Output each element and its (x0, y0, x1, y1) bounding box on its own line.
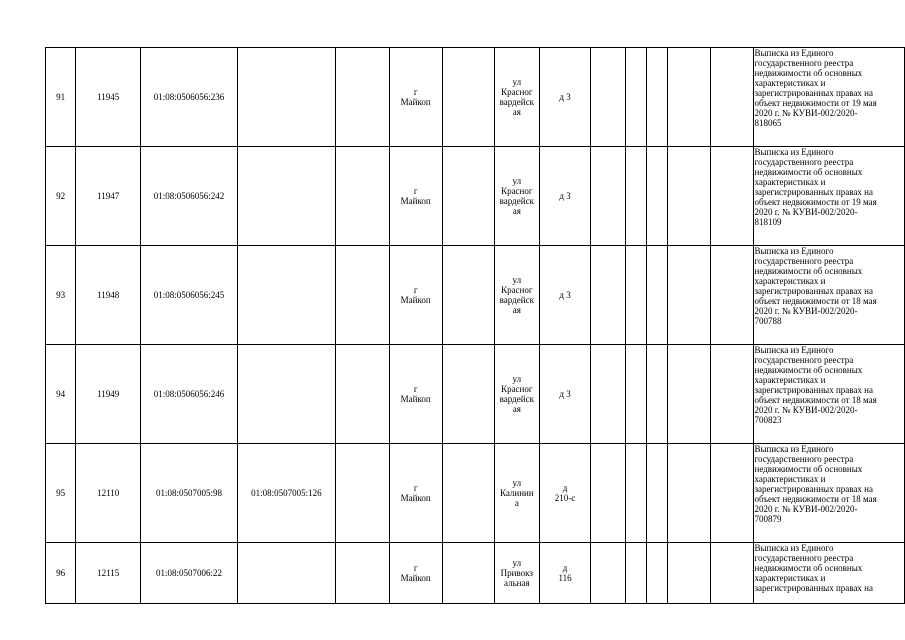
empty-cell (625, 345, 646, 444)
empty-cell (625, 147, 646, 246)
house-cell: д 3 (539, 345, 590, 444)
object-id: 11947 (76, 147, 141, 246)
house-cell: д 3 (539, 246, 590, 345)
house-cell: д 210-с (539, 444, 590, 543)
table-row (46, 48, 905, 147)
object-id: 11949 (76, 345, 141, 444)
empty-cell (710, 246, 753, 345)
table-row (46, 246, 905, 345)
empty-cell (625, 48, 646, 147)
empty-cell (591, 345, 625, 444)
table-row (46, 345, 905, 444)
empty-cell (442, 246, 494, 345)
empty-cell (668, 345, 711, 444)
empty-cell (625, 543, 646, 604)
cadastral-number: 01:08:0506056:245 (141, 246, 238, 345)
object-id: 12115 (76, 543, 141, 604)
empty-cell (591, 543, 625, 604)
empty-cell (442, 345, 494, 444)
cadastral-number: 01:08:0507005:98 (141, 444, 238, 543)
empty-cell (668, 246, 711, 345)
house-cell: д 3 (539, 147, 590, 246)
table-row (46, 147, 905, 246)
empty-cell (646, 147, 667, 246)
empty-cell (646, 543, 667, 604)
document-note: Выписка из Единого государственного реестра недвижимости об основных характеристиках и зарегистрированных правах на объект недвижимости от 19 мая 2020 г. № КУВИ-002/2020- 818065 (753, 48, 905, 147)
document-note: Выписка из Единого государственного реестра недвижимости об основных характеристиках и зарегистрированных правах на (753, 543, 905, 604)
empty-cell (710, 345, 753, 444)
cadastral-number: 01:08:0507006:22 (141, 543, 238, 604)
empty-cell (668, 48, 711, 147)
empty-cell (591, 147, 625, 246)
row-number: 95 (46, 444, 76, 543)
empty-cell (442, 543, 494, 604)
empty-cell (335, 543, 389, 604)
empty-cell (591, 444, 625, 543)
empty-cell (646, 444, 667, 543)
empty-cell (710, 543, 753, 604)
empty-cell (335, 147, 389, 246)
empty-cell (442, 48, 494, 147)
city-cell: г Майкоп (389, 345, 442, 444)
document-note: Выписка из Единого государственного реестра недвижимости об основных характеристиках и зарегистрированных правах на объект недвижимости от 18 мая 2020 г. № КУВИ-002/2020- 700879 (753, 444, 905, 543)
street-cell: ул Красног вардейск ая (494, 147, 539, 246)
empty-cell (591, 48, 625, 147)
registry-table (45, 47, 905, 604)
city-cell: г Майкоп (389, 48, 442, 147)
city-cell: г Майкоп (389, 444, 442, 543)
table-row (46, 444, 905, 543)
row-number: 91 (46, 48, 76, 147)
cadastral-number-parent (237, 48, 335, 147)
empty-cell (646, 345, 667, 444)
row-number: 96 (46, 543, 76, 604)
document-note: Выписка из Единого государственного реестра недвижимости об основных характеристиках и зарегистрированных правах на объект недвижимости от 19 мая 2020 г. № КУВИ-002/2020- 818109 (753, 147, 905, 246)
city-cell: г Майкоп (389, 147, 442, 246)
street-cell: ул Красног вардейск ая (494, 246, 539, 345)
empty-cell (591, 246, 625, 345)
object-id: 11945 (76, 48, 141, 147)
object-id: 12110 (76, 444, 141, 543)
empty-cell (335, 345, 389, 444)
street-cell: ул Красног вардейск ая (494, 345, 539, 444)
cadastral-number: 01:08:0506056:242 (141, 147, 238, 246)
empty-cell (668, 543, 711, 604)
row-number: 94 (46, 345, 76, 444)
document-note: Выписка из Единого государственного реестра недвижимости об основных характеристиках и зарегистрированных правах на объект недвижимости от 18 мая 2020 г. № КУВИ-002/2020- 700788 (753, 246, 905, 345)
cadastral-number: 01:08:0506056:246 (141, 345, 238, 444)
cadastral-number: 01:08:0506056:236 (141, 48, 238, 147)
empty-cell (710, 444, 753, 543)
empty-cell (710, 48, 753, 147)
row-number: 93 (46, 246, 76, 345)
empty-cell (625, 246, 646, 345)
empty-cell (442, 444, 494, 543)
cadastral-number-parent (237, 147, 335, 246)
empty-cell (625, 444, 646, 543)
row-number: 92 (46, 147, 76, 246)
table-row (46, 543, 905, 604)
empty-cell (646, 48, 667, 147)
city-cell: г Майкоп (389, 246, 442, 345)
street-cell: ул Калинин а (494, 444, 539, 543)
cadastral-number-parent: 01:08:0507005:126 (237, 444, 335, 543)
city-cell: г Майкоп (389, 543, 442, 604)
empty-cell (710, 147, 753, 246)
document-note: Выписка из Единого государственного реестра недвижимости об основных характеристиках и зарегистрированных правах на объект недвижимости от 18 мая 2020 г. № КУВИ-002/2020- 700823 (753, 345, 905, 444)
house-cell: д 3 (539, 48, 590, 147)
cadastral-number-parent (237, 246, 335, 345)
street-cell: ул Красног вардейск ая (494, 48, 539, 147)
object-id: 11948 (76, 246, 141, 345)
empty-cell (335, 246, 389, 345)
empty-cell (668, 444, 711, 543)
empty-cell (335, 444, 389, 543)
empty-cell (646, 246, 667, 345)
house-cell: д 116 (539, 543, 590, 604)
street-cell: ул Привокз альная (494, 543, 539, 604)
empty-cell (442, 147, 494, 246)
empty-cell (668, 147, 711, 246)
empty-cell (335, 48, 389, 147)
cadastral-number-parent (237, 543, 335, 604)
cadastral-number-parent (237, 345, 335, 444)
